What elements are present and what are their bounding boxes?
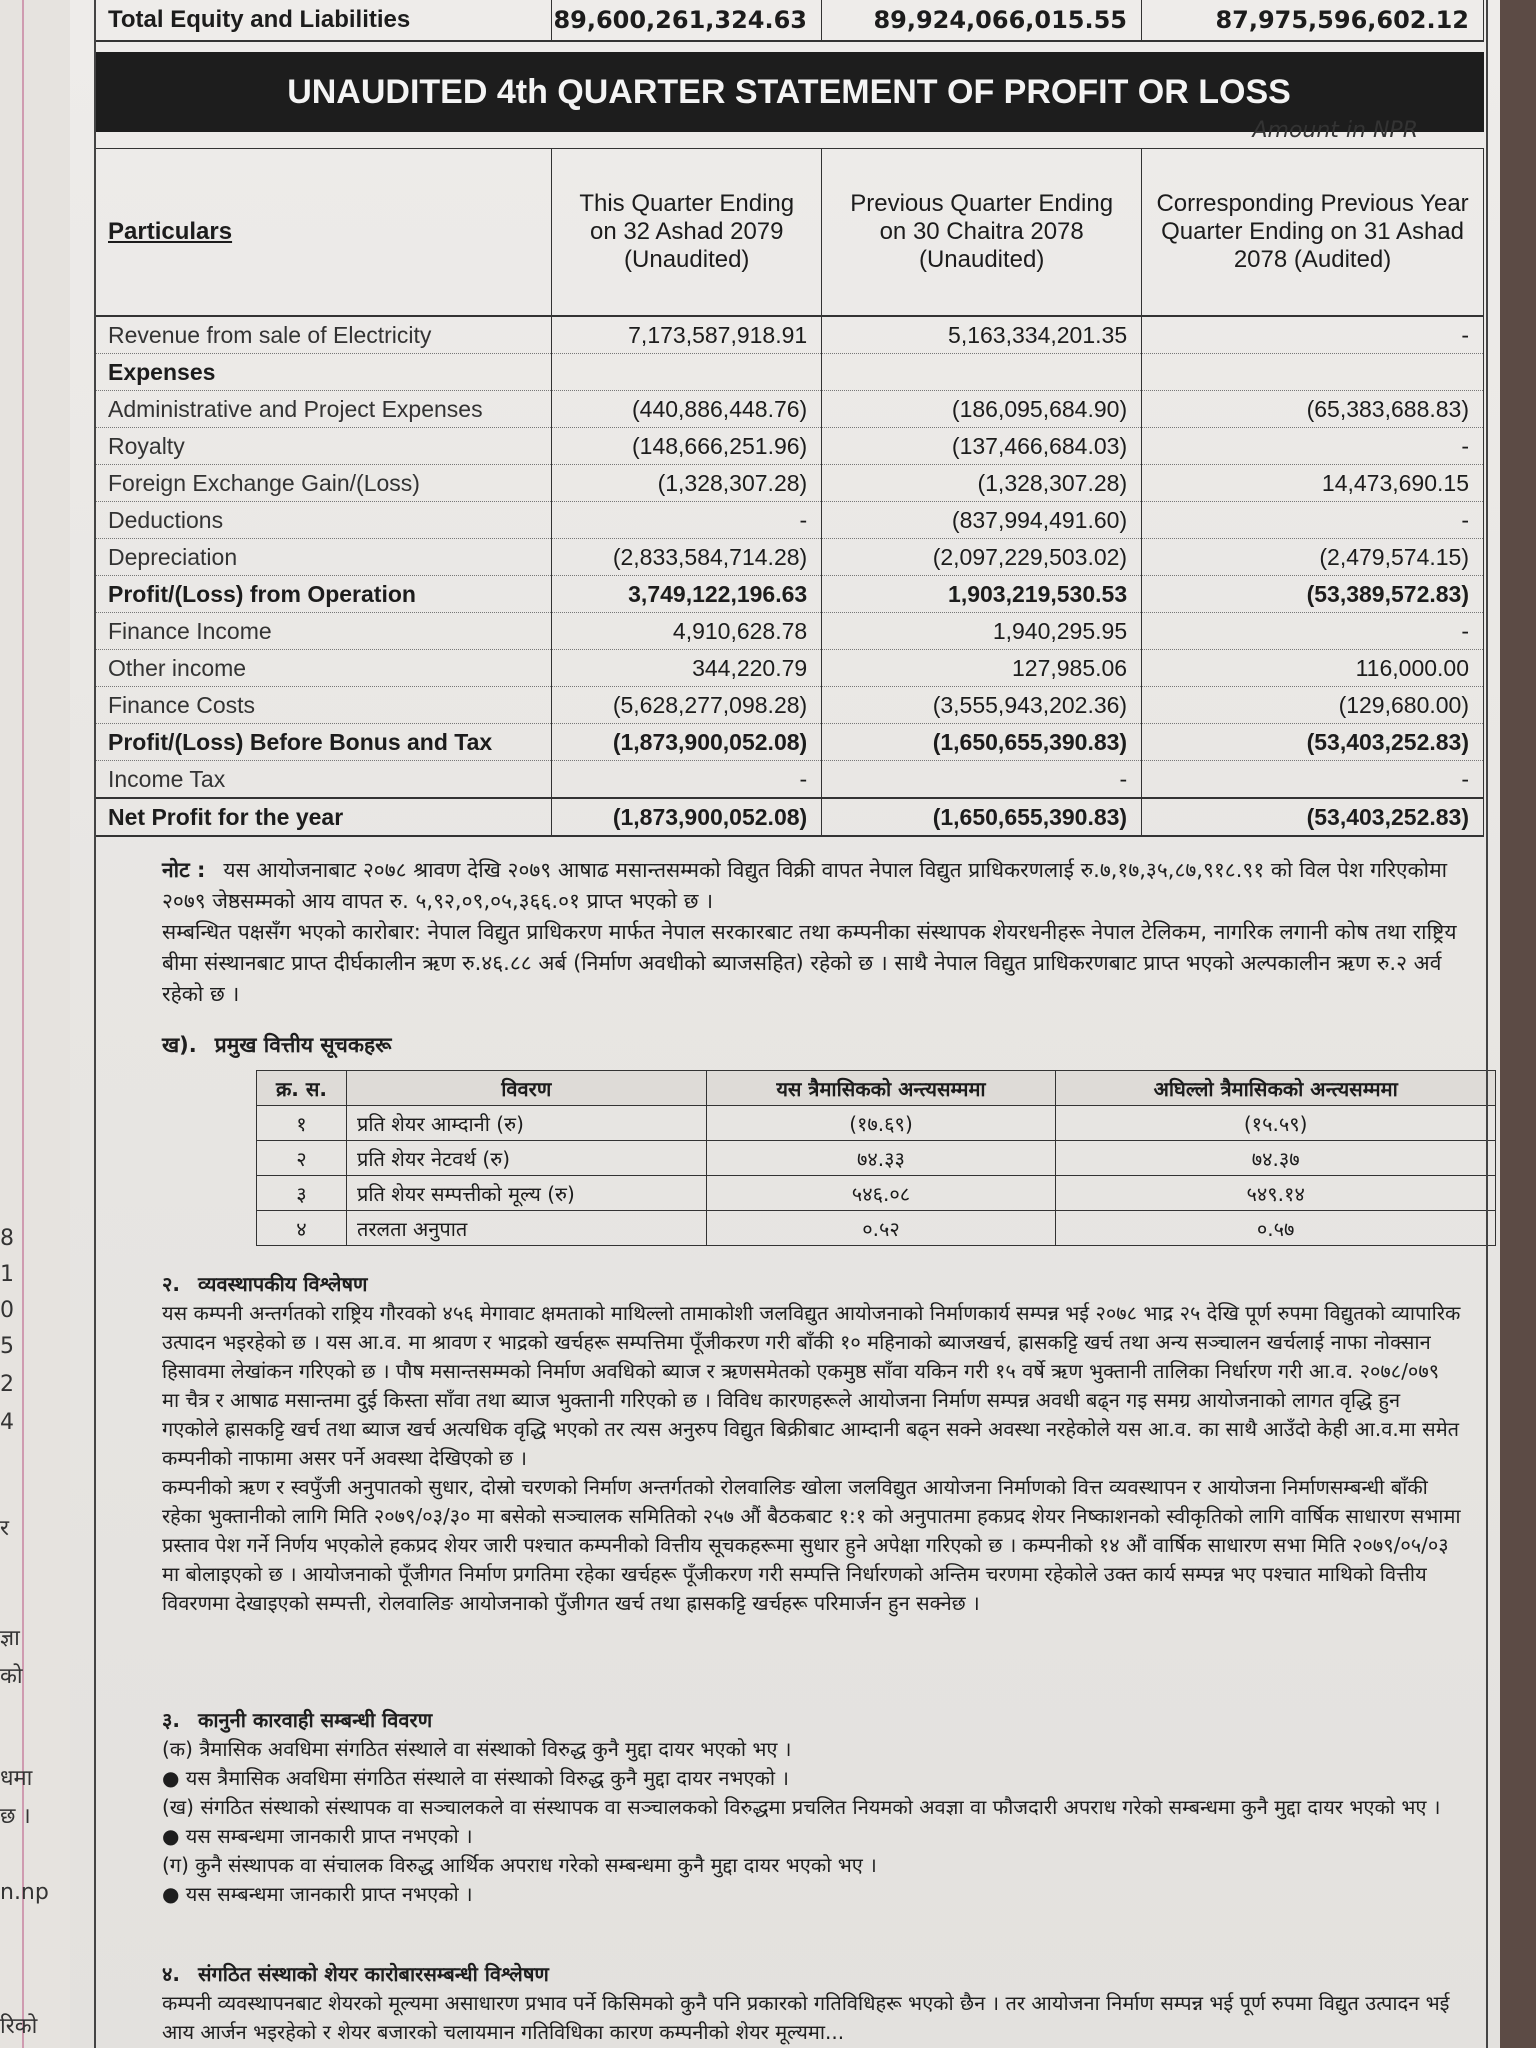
margin-fragment: 2 — [0, 1372, 14, 1397]
section-heading: कानुनी कारवाही सम्बन्धी विवरण — [198, 1708, 433, 1732]
cell-value: 344,220.79 — [552, 650, 822, 687]
cell-value: ०.५७ — [1056, 1211, 1496, 1246]
cell-value: (1,328,307.28) — [822, 465, 1142, 502]
section-paragraph: यस कम्पनी अन्तर्गतको राष्ट्रिय गौरवको ४५६ मेगावाट क्षमताको माथिल्लो तामाकोशी जलविद्युत आयोजनाको निर्माणकार्य सम्पन्न भई २०७८ भाद्र २५ देखि पूर्ण रुपमा विद्युतको व्यापारिक उत्पादन भइरहेको छ । यस आ.व. मा श्रावण र भाद्रको खर्चहरू सम्पत्तिमा पूँजीकरण गरी बाँकी १० महिनाको ब्याजखर्च, ह्रासकट्टि खर्च तथा अन्य सञ्चालन खर्चलाई नाफा नोक्सान हिसावमा लेखांकन गरिएको छ । पौष मसान्तसम्मको निर्माण अवधिको ब्याज र ऋणसमेतको एकमुष्ठ साँवा यकिन गरी १५ वर्षे ऋण भुक्तानी तालिका निर्धारण गरी आ.व. २०७८/०७९ मा चैत्र र आषाढ मसान्तमा दुई किस्ता साँवा तथा ब्याज भुक्तानी गरिएको छ । विविध कारणहरूले आयोजना निर्माण सम्पन्न अवधी बढ्न गइ समग्र आयोजनाको लागत वृद्धि हुन गएकोले ह्रासकट्टि खर्च तथा ब्याज खर्च अत्यधिक वृद्धि भएको तर त्यस अनुरुप विद्युत बिक्रीबाट आम्दानी बढ्न सक्ने अवस्था नरहेकोले यस आ.व. का साथै आउँदो केही आ.व.मा समेत कम्पनीको नाफामा असर पर्ने अवस्था देखिएको छ । — [162, 1301, 1461, 1470]
cell-value: - — [1142, 428, 1484, 465]
background-surface — [1500, 0, 1536, 2048]
section-heading: संगठित संस्थाको शेयर कारोबारसम्बन्धी विश्लेषण — [198, 1962, 549, 1986]
table-header-row — [257, 1071, 1496, 1106]
row-label: Other income — [94, 650, 552, 687]
cell-value: - — [1142, 761, 1484, 799]
margin-fragment: र — [0, 1516, 9, 1541]
row-label: Finance Income — [94, 613, 552, 650]
table-row — [94, 502, 1484, 539]
note-mark: नोट : — [162, 858, 206, 882]
balance-total-row — [94, 0, 1484, 42]
cell-value: (53,403,252.83) — [1142, 724, 1484, 761]
cell-value: 1,940,295.95 — [822, 613, 1142, 650]
newspaper-page — [70, 0, 1500, 2048]
cell-value: (837,994,491.60) — [822, 502, 1142, 539]
cell-value: ५४९.१४ — [1056, 1176, 1496, 1211]
cell-value: 14,473,690.15 — [1142, 465, 1484, 502]
section-mark: २. — [162, 1272, 180, 1296]
row-label: Administrative and Project Expenses — [94, 391, 552, 428]
cell-value: प्रति शेयर नेटवर्थ (रु) — [346, 1141, 706, 1176]
list-item: ● यस त्रैमासिक अवधिमा संगठित संस्थाले वा संस्थाको विरुद्ध कुनै मुद्दा दायर नभएको । — [162, 1766, 790, 1790]
amount-note: Amount in NPR — [1252, 118, 1418, 143]
row-label: Deductions — [94, 502, 552, 539]
section-mark: ३. — [162, 1708, 180, 1732]
cell-value: 4,910,628.78 — [552, 613, 822, 650]
cell-value: 116,000.00 — [1142, 650, 1484, 687]
row-label: Profit/(Loss) from Operation — [94, 576, 552, 613]
balance-row-value: 89,600,261,324.63 — [552, 0, 822, 40]
share-trading-section — [162, 1960, 1462, 2047]
cell-value: (148,666,251.96) — [552, 428, 822, 465]
margin-fragment: n.np — [0, 1880, 49, 1905]
net-profit-row — [94, 798, 1484, 836]
margin-fragment: 0 — [0, 1298, 14, 1323]
cell-value — [1142, 354, 1484, 391]
row-label: Profit/(Loss) Before Bonus and Tax — [94, 724, 552, 761]
column-header-particulars: Particulars — [94, 149, 552, 317]
cell-value: ७४.३३ — [706, 1141, 1056, 1176]
ratios-heading — [162, 1030, 1462, 1061]
margin-fragment: 4 — [0, 1410, 14, 1435]
table-row — [257, 1211, 1496, 1246]
cell-value: ०.५२ — [706, 1211, 1056, 1246]
margin-fragment: 1 — [0, 1262, 14, 1287]
table-row — [94, 316, 1484, 354]
cell-value: - — [1142, 502, 1484, 539]
margin-fragment: धमा — [0, 1766, 33, 1791]
cell-value: (2,097,229,503.02) — [822, 539, 1142, 576]
table-row — [94, 391, 1484, 428]
table-row — [94, 539, 1484, 576]
list-item: ● यस सम्बन्धमा जानकारी प्राप्त नभएको । — [162, 1882, 473, 1906]
cell-value: ३ — [257, 1176, 347, 1211]
financial-ratios-table — [256, 1070, 1496, 1246]
table-row — [94, 465, 1484, 502]
cell-value — [822, 354, 1142, 391]
management-analysis-section — [162, 1270, 1462, 1618]
cell-value: (65,383,688.83) — [1142, 391, 1484, 428]
margin-line — [22, 0, 24, 2048]
cell-value: (2,479,574.15) — [1142, 539, 1484, 576]
profit-loss-table — [94, 148, 1484, 837]
cell-value: (१७.६९) — [706, 1106, 1056, 1141]
cell-value: (53,389,572.83) — [1142, 576, 1484, 613]
table-row — [94, 724, 1484, 761]
row-label: Revenue from sale of Electricity — [94, 316, 552, 354]
margin-fragment: 5 — [0, 1334, 14, 1359]
cell-value: प्रति शेयर सम्पत्तीको मूल्य (रु) — [346, 1176, 706, 1211]
cell-value: २ — [257, 1141, 347, 1176]
cell-value: - — [552, 761, 822, 799]
table-header-row — [94, 149, 1484, 317]
cell-value: १ — [257, 1106, 347, 1141]
margin-fragment: रिको — [0, 2014, 38, 2039]
cell-value: (3,555,943,202.36) — [822, 687, 1142, 724]
column-header: यस त्रैमासिकको अन्त्यसम्ममा — [706, 1071, 1056, 1106]
list-item: ● यस सम्बन्धमा जानकारी प्राप्त नभएको । — [162, 1824, 473, 1848]
cell-value: - — [552, 502, 822, 539]
section-paragraph: कम्पनी व्यवस्थापनबाट शेयरको मूल्यमा असाधारण प्रभाव पर्ने किसिमको कुनै पनि प्रकारको गतिविधिहरू भएको छैन । तर आयोजना निर्माण सम्पन्न भई पूर्ण रुपमा विद्युत उत्पादन भई आय आर्जन भइरहेको र शेयर बजारको चलायमान गतिविधिका कारण कम्पनीको शेयर मूल्यमा... — [162, 1991, 1450, 2044]
table-row — [94, 354, 1484, 391]
row-label: Royalty — [94, 428, 552, 465]
table-row — [94, 761, 1484, 799]
note-block — [162, 855, 1462, 1010]
cell-value: (137,466,684.03) — [822, 428, 1142, 465]
row-label: Depreciation — [94, 539, 552, 576]
row-label: Finance Costs — [94, 687, 552, 724]
statement-title: UNAUDITED 4th QUARTER STATEMENT OF PROFIT OR LOSS — [94, 52, 1484, 132]
table-row — [94, 613, 1484, 650]
cell-value: - — [1142, 613, 1484, 650]
table-row — [94, 650, 1484, 687]
section-heading: व्यवस्थापकीय विश्लेषण — [198, 1272, 368, 1296]
table-row — [94, 428, 1484, 465]
list-item: (क) त्रैमासिक अवधिमा संगठित संस्थाले वा संस्थाको विरुद्ध कुनै मुद्दा दायर भएको भए । — [162, 1737, 792, 1761]
cell-value: ५४६.०८ — [706, 1176, 1056, 1211]
section-mark: ख). — [162, 1033, 197, 1057]
cell-value: (1,328,307.28) — [552, 465, 822, 502]
cell-value: (53,403,252.83) — [1142, 798, 1484, 836]
cell-value: 127,985.06 — [822, 650, 1142, 687]
table-row — [94, 687, 1484, 724]
cell-value: (440,886,448.76) — [552, 391, 822, 428]
cell-value: 7,173,587,918.91 — [552, 316, 822, 354]
balance-row-value: 87,975,596,602.12 — [1142, 0, 1484, 40]
table-row — [257, 1176, 1496, 1211]
row-label: Income Tax — [94, 761, 552, 799]
table-row — [94, 576, 1484, 613]
cell-value: 5,163,334,201.35 — [822, 316, 1142, 354]
cell-value: (१५.५९) — [1056, 1106, 1496, 1141]
cell-value: (1,650,655,390.83) — [822, 798, 1142, 836]
margin-fragment: को — [0, 1664, 23, 1689]
cell-value: (1,650,655,390.83) — [822, 724, 1142, 761]
section-paragraph: कम्पनीको ऋण र स्वपुँजी अनुपातको सुधार, दोस्रो चरणको निर्माण अन्तर्गतको रोलवालिङ खोला जलविद्युत आयोजना निर्माणको वित्त व्यवस्थापन र आयोजना निर्माणसम्बन्धी बाँकी रहेका भुक्तानीको लागि मिति २०७९/०३/३० मा बसेको सञ्चालक समितिको २५७ औं बैठकबाट १:१ को अनुपातमा हकप्रद शेयर निष्काशनको स्वीकृतिको लागि वार्षिक साधारण सभामा प्रस्ताव पेश गर्ने निर्णय भएकोले हकप्रद शेयर जारी पश्चात कम्पनीको वित्तीय सूचकहरूमा सुधार हुने अपेक्षा गरिएको छ । कम्पनीको १४ औं वार्षिक साधारण सभा मिति २०७९/०५/०३ मा बोलाइएको छ । आयोजनाको पूँजीगत निर्माण प्रगतिमा रहेका खर्चहरू पूँजीकरण गरी सम्पत्ति निर्धारणको अन्तिम चरणमा रहेकोले उक्त कार्य सम्पन्न भए पश्चात माथिको वित्तीय विवरणमा देखाइएको सम्पत्ती, रोलवालिङ आयोजनाको पुँजीगत खर्च तथा ह्रासकट्टि खर्चहरू परिमार्जन हुन सक्नेछ । — [162, 1475, 1461, 1615]
adjacent-page-strip — [0, 0, 71, 2048]
cell-value: (1,873,900,052.08) — [552, 724, 822, 761]
note-paragraph: सम्बन्धित पक्षसँग भएको कारोबार: नेपाल विद्युत प्राधिकरण मार्फत नेपाल सरकारबाट तथा कम्पनीका संस्थापक शेयरधनीहरू नेपाल टेलिकम, नागरिक लगानी कोष तथा राष्ट्रिय बीमा संस्थानबाट प्राप्त दीर्घकालीन ऋण रु.४६.८८ अर्ब (निर्माण अवधीको ब्याजसहित) रहेको छ । साथै नेपाल विद्युत प्राधिकरणबाट प्राप्त भएको अल्पकालीन ऋण रु.२ अर्व रहेको छ । — [162, 920, 1457, 1006]
cell-value: 3,749,122,196.63 — [552, 576, 822, 613]
column-header-this-quarter: This Quarter Ending on 32 Ashad 2079 (Unaudited) — [552, 149, 822, 317]
margin-fragment: 8 — [0, 1226, 14, 1251]
cell-value: ७४.३७ — [1056, 1141, 1496, 1176]
margin-fragment: छ । — [0, 1804, 31, 1829]
cell-value: प्रति शेयर आम्दानी (रु) — [346, 1106, 706, 1141]
column-header: अघिल्लो त्रैमासिकको अन्त्यसम्ममा — [1056, 1071, 1496, 1106]
column-header: विवरण — [346, 1071, 706, 1106]
row-label: Net Profit for the year — [94, 798, 552, 836]
cell-value: (1,873,900,052.08) — [552, 798, 822, 836]
cell-value: ४ — [257, 1211, 347, 1246]
note-paragraph: यस आयोजनाबाट २०७८ श्रावण देखि २०७९ आषाढ मसान्तसम्मको विद्युत विक्री वापत नेपाल विद्युत प्राधिकरणलाई रु.७,१७,३५,८७,९१८.९१ को विल पेश गरिएकोमा २०७९ जेष्ठसम्मको आय वापत रु. ५,९२,०९,०५,३६६.०१ प्राप्त भएको छ । — [162, 858, 1448, 913]
cell-value: - — [1142, 316, 1484, 354]
cell-value: (5,628,277,098.28) — [552, 687, 822, 724]
legal-proceedings-section — [162, 1706, 1462, 1909]
balance-row-label: Total Equity and Liabilities — [94, 0, 552, 40]
cell-value — [552, 354, 822, 391]
cell-value: (129,680.00) — [1142, 687, 1484, 724]
row-label: Foreign Exchange Gain/(Loss) — [94, 465, 552, 502]
column-header-previous-year: Corresponding Previous Year Quarter Ending on 31 Ashad 2078 (Audited) — [1142, 149, 1484, 317]
margin-fragment: ज्ञा — [0, 1626, 20, 1651]
column-header: क्र. स. — [257, 1071, 347, 1106]
section-heading: प्रमुख वित्तीय सूचकहरू — [214, 1033, 392, 1057]
list-item: (ख) संगठित संस्थाको संस्थापक वा सञ्चालकले वा संस्थापक वा सञ्चालकको विरुद्धमा प्रचलित नियमको अवज्ञा वा फौजदारी अपराध गरेको सम्बन्धमा कुनै मुद्दा दायर भएको भए । — [162, 1795, 1441, 1819]
cell-value: (2,833,584,714.28) — [552, 539, 822, 576]
column-header-previous-quarter: Previous Quarter Ending on 30 Chaitra 2078 (Unaudited) — [822, 149, 1142, 317]
cell-value: तरलता अनुपात — [346, 1211, 706, 1246]
cell-value: (186,095,684.90) — [822, 391, 1142, 428]
section-mark: ४. — [162, 1962, 180, 1986]
cell-value: 1,903,219,530.53 — [822, 576, 1142, 613]
list-item: (ग) कुनै संस्थापक वा संचालक विरुद्ध आर्थिक अपराध गरेको सम्बन्धमा कुनै मुद्दा दायर भएको भए । — [162, 1853, 877, 1877]
balance-row-value: 89,924,066,015.55 — [822, 0, 1142, 40]
table-row — [257, 1106, 1496, 1141]
row-label: Expenses — [94, 354, 552, 391]
table-row — [257, 1141, 1496, 1176]
cell-value: - — [822, 761, 1142, 799]
